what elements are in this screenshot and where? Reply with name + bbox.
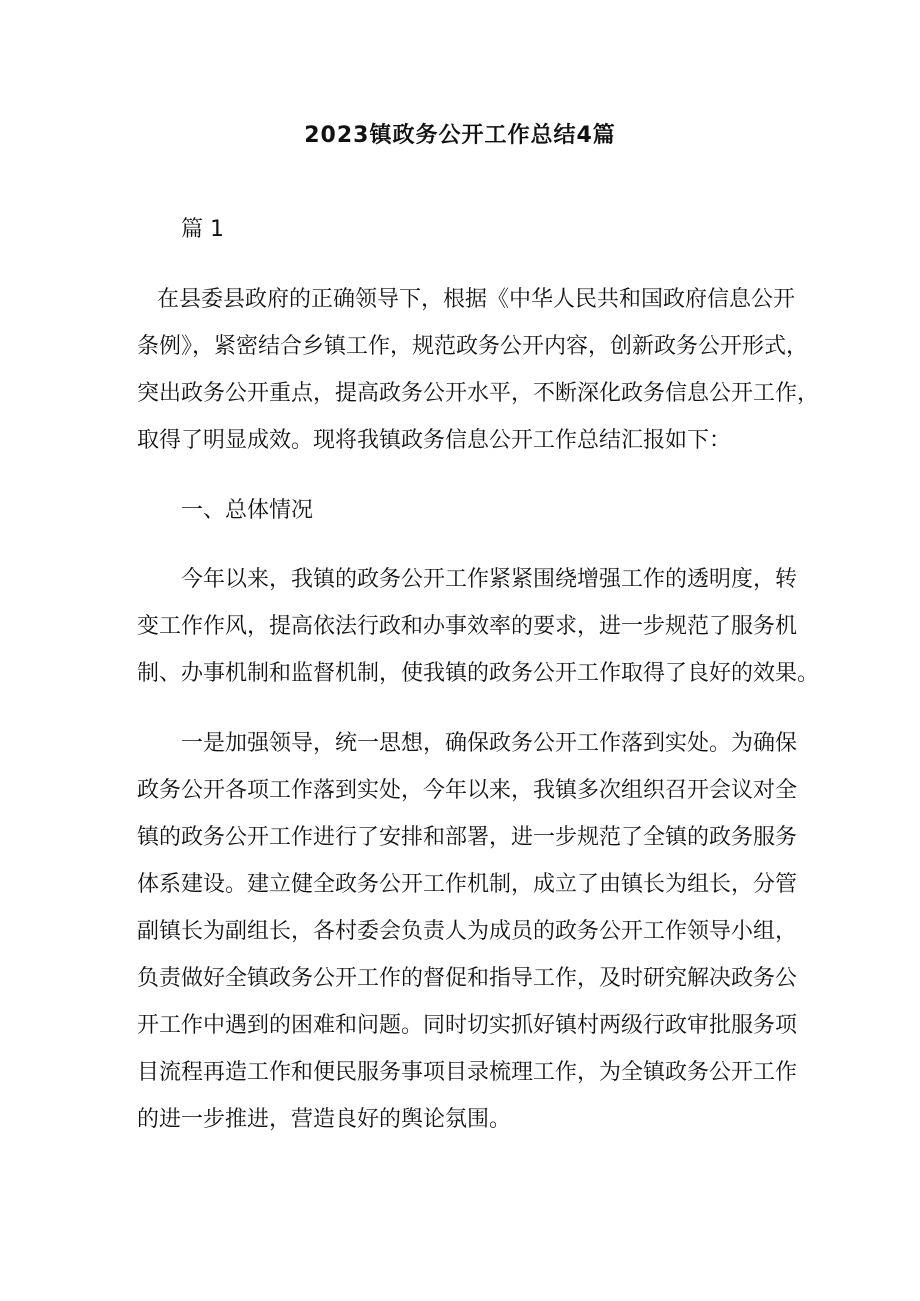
paragraph-3-line-8: 目流程再造工作和便民服务事项目录梳理工作，为全镇政务公开工作	[137, 1060, 798, 1085]
paragraph-3-line-3: 镇的政务公开工作进行了安排和部署，进一步规范了全镇的政务服务	[137, 825, 798, 850]
paragraph-2-line-3: 制、办事机制和监督机制，使我镇的政务公开工作取得了良好的效果。	[137, 661, 820, 686]
paragraph-1-line-4: 取得了明显成效。现将我镇政务信息公开工作总结汇报如下：	[137, 428, 732, 453]
paragraph-3-line-1: 一是加强领导，统一思想，确保政务公开工作落到实处。为确保	[181, 731, 798, 756]
paragraph-3-line-9: 的进一步推进，营造良好的舆论氛围。	[137, 1107, 512, 1132]
paragraph-1-line-3: 突出政务公开重点，提高政务公开水平，不断深化政务信息公开工作，	[137, 381, 820, 406]
section-label: 篇 1	[181, 217, 224, 242]
paragraph-1-line-1: 在县委县政府的正确领导下，根据《中华人民共和国政府信息公开	[157, 287, 796, 312]
paragraph-1-line-2: 条例》，紧密结合乡镇工作，规范政务公开内容，创新政务公开形式，	[137, 334, 809, 359]
paragraph-3-line-4: 体系建设。建立健全政务公开工作机制，成立了由镇长为组长，分管	[137, 872, 798, 897]
paragraph-3-line-5: 副镇长为副组长，各村委会负责人为成员的政务公开工作领导小组，	[137, 919, 798, 944]
section-heading: 一、总体情况	[181, 498, 314, 523]
paragraph-3-line-7: 开工作中遇到的困难和问题。同时切实抓好镇村两级行政审批服务项	[137, 1013, 798, 1038]
document-title: 2023镇政务公开工作总结4篇	[304, 123, 616, 148]
paragraph-3-line-6: 负责做好全镇政务公开工作的督促和指导工作，及时研究解决政务公	[137, 966, 798, 991]
paragraph-2-line-1: 今年以来，我镇的政务公开工作紧紧围绕增强工作的透明度，转	[181, 567, 798, 592]
paragraph-3-line-2: 政务公开各项工作落到实处，今年以来，我镇多次组织召开会议对全	[137, 778, 798, 803]
paragraph-2-line-2: 变工作作风，提高依法行政和办事效率的要求，进一步规范了服务机	[137, 614, 798, 639]
